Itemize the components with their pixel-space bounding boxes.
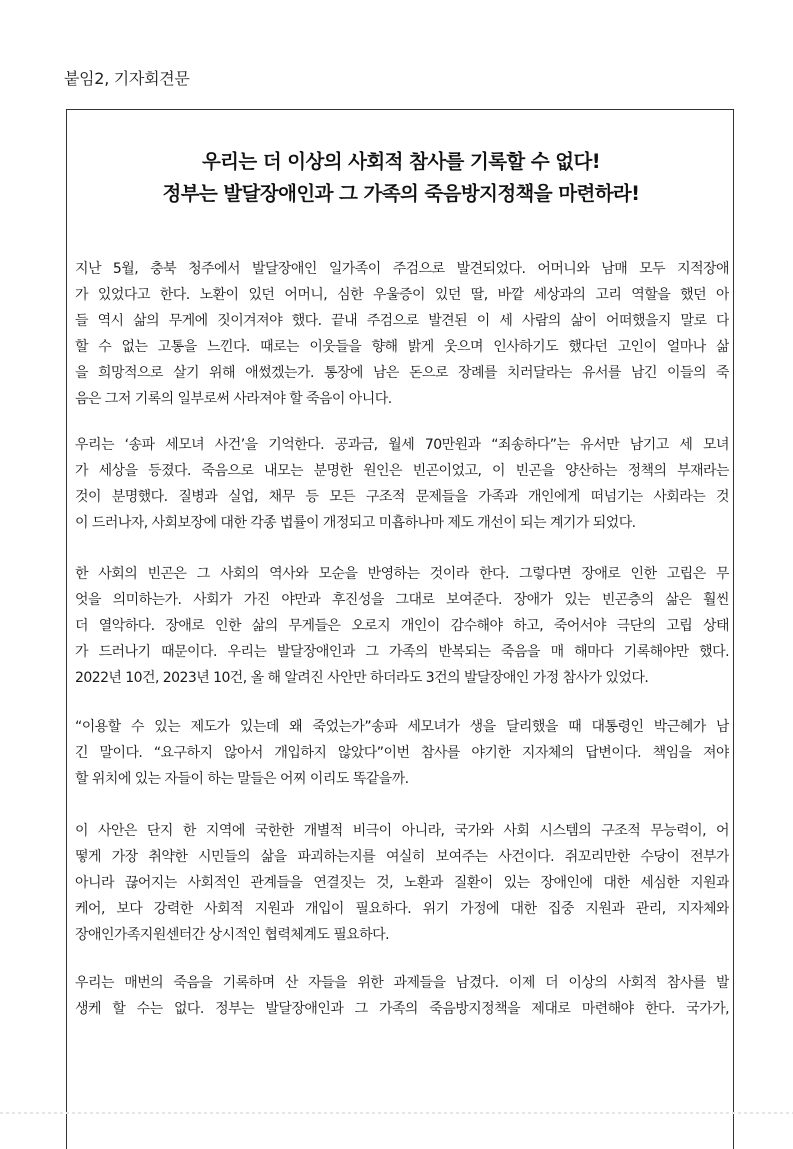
paragraph-1 bbox=[75, 256, 729, 412]
paragraph-line: 떻게 가장 취약한 시민들의 삶을 파괴하는지를 여실히 보여주는 사건이다. 쥐꼬리만한 수당이 전부가 bbox=[75, 849, 729, 865]
paragraph-line: 들 역시 삶의 무게에 짓이겨져야 했다. 끝내 주검으로 발견된 이 세 사람의 삶이 어떠했을지 말로 다 bbox=[75, 313, 729, 329]
title-line-1: 우리는 더 이상의 사회적 참사를 기록할 수 없다! bbox=[201, 150, 601, 173]
paragraph-line: 음은 그저 기록의 일부로써 사라져야 할 죽음이 아니다. bbox=[75, 391, 392, 407]
paragraph-line: 한 사회의 빈곤은 그 사회의 역사와 모순을 반영하는 것이라 한다. 그렇다면 장애로 인한 고립은 무 bbox=[75, 566, 729, 582]
paragraph-line: 엇을 의미하는가. 사회가 가진 야만과 후진성을 그대로 보여준다. 장애가 있는 빈곤층의 삶은 훨씬 bbox=[75, 592, 729, 608]
paragraph-line: 더 열악하다. 장애로 인한 삶의 무게들은 오로지 개인이 감수해야 하고, 죽어서야 극단의 고립 상태 bbox=[75, 618, 729, 634]
paragraph-line: 지난 5월, 충북 청주에서 발달장애인 일가족이 주검으로 발견되었다. 어머니와 남매 모두 지적장애 bbox=[75, 261, 729, 277]
paragraph-line: 가 드러나기 때문이다. 우리는 발달장애인과 그 가족의 반복되는 죽음을 매 해마다 기록해야만 했다. bbox=[75, 644, 729, 660]
paragraph-line: 가 있었다고 한다. 노환이 있던 어머니, 심한 우울증이 있던 딸, 바깥 세상과의 고리 역할을 했던 아 bbox=[75, 287, 729, 303]
paragraph-line: 을 희망적으로 살기 위해 애썼겠는가. 통장에 남은 돈으로 장례를 치러달라는 유서를 남긴 이들의 죽 bbox=[75, 365, 729, 381]
paragraph-line: 것이 분명했다. 질병과 실업, 채무 등 모든 구조적 문제들을 가족과 개인에게 떠넘기는 사회라는 것 bbox=[75, 489, 729, 505]
paragraph-5 bbox=[75, 818, 729, 948]
paragraph-line: 우리는 ‘송파 세모녀 사건’을 기억한다. 공과금, 월세 70만원과 “죄송하다”는 유서만 남기고 세 모녀 bbox=[75, 437, 729, 453]
paragraph-3 bbox=[75, 561, 729, 691]
paragraph-line: 이 드러나자, 사회보장에 대한 각종 법률이 개정되고 미흡하나마 제도 개선이 되는 계기가 되었다. bbox=[75, 515, 636, 531]
paragraph-line: 이 사안은 단지 한 지역에 국한한 개별적 비극이 아니라, 국가와 사회 시스템의 구조적 무능력이, 어 bbox=[75, 823, 729, 839]
paragraph-line: 우리는 매번의 죽음을 기록하며 산 자들을 위한 과제들을 남겼다. 이제 더 이상의 사회적 참사를 발 bbox=[75, 975, 729, 991]
paragraph-4 bbox=[75, 714, 729, 792]
paragraph-line: 긴 말이다. “요구하지 않아서 개입하지 않았다”이번 참사를 야기한 지자체의 답변이다. 책임을 져야 bbox=[75, 745, 729, 761]
paragraph-line: “이용할 수 있는 제도가 있는데 왜 죽었는가”송파 세모녀가 생을 달리했을 때 대통령인 박근혜가 남 bbox=[75, 719, 729, 735]
paragraph-line: 가 세상을 등졌다. 죽음으로 내모는 분명한 원인은 빈곤이었고, 이 빈곤을 양산하는 정책의 부재라는 bbox=[75, 463, 729, 479]
page-bottom-edge bbox=[0, 1112, 793, 1114]
paragraph-line: 아니라 끊어지는 사회적인 관계들을 연결짓는 것, 노환과 질환이 있는 장애인에 대한 세심한 지원과 bbox=[75, 875, 729, 891]
paragraph-line: 2022년 10건, 2023년 10건, 올 해 알려진 사안만 하더라도 3건의 발달장애인 가정 참사가 있었다. bbox=[75, 670, 649, 686]
paragraph-line: 생케 할 수는 없다. 정부는 발달장애인과 그 가족의 죽음방지정책을 제대로 마련해야 한다. 국가가, bbox=[75, 1001, 729, 1017]
paragraph-line: 할 위치에 있는 자들이 하는 말들은 어찌 이리도 똑같을까. bbox=[75, 771, 409, 787]
paragraph-line: 케어, 보다 강력한 사회적 지원과 개입이 필요하다. 위기 가정에 대한 집중 지원과 관리, 지자체와 bbox=[75, 901, 729, 917]
paragraph-line: 장애인가족지원센터간 상시적인 협력체계도 필요하다. bbox=[75, 927, 390, 943]
paragraph-2 bbox=[75, 432, 729, 536]
title-line-2: 정부는 발달장애인과 그 가족의 죽음방지정책을 마련하라! bbox=[162, 182, 640, 205]
paragraph-6 bbox=[75, 970, 729, 1022]
paragraph-line: 할 수 없는 고통을 느낀다. 때로는 이웃들을 향해 밝게 웃으며 인사하기도 했다던 고인이 얼마나 삶 bbox=[75, 339, 729, 355]
attachment-label: 붙임2, 기자회견문 bbox=[64, 69, 190, 88]
press-statement-box bbox=[66, 109, 734, 1149]
